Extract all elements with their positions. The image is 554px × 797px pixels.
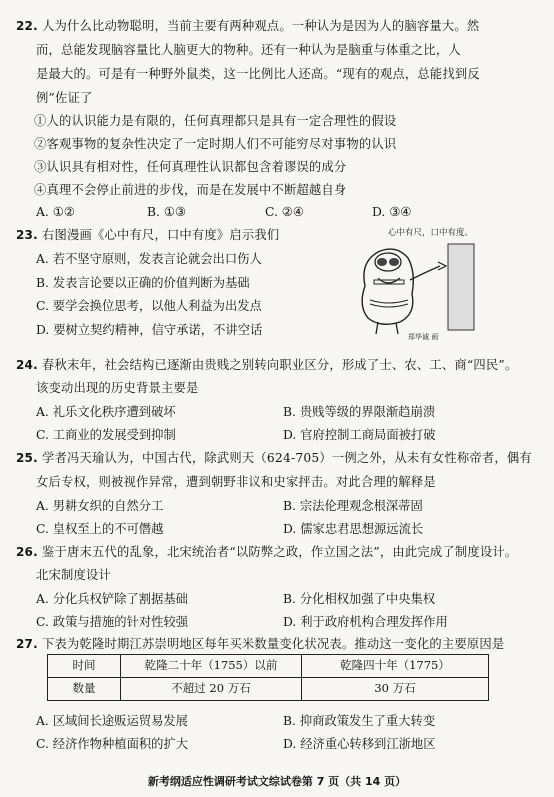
rice-quantity-table [47,654,489,701]
q23-option-b[interactable]: B. 发表言论要以正确的价值判断为基础 [36,276,250,290]
q22-statement-4: ④真理不会停止前进的步伐，而是在发展中不断超越自身 [34,183,347,197]
q26-option-d[interactable]: D. 利于政府机构合理发挥作用 [283,615,448,629]
table-row [48,678,489,701]
q23-number: 23. [16,228,38,242]
table-header-cell: 乾隆二十年（1755）以前 [121,655,302,678]
q25-option-b[interactable]: B. 宗法伦理观念根深蒂固 [283,499,423,513]
q22-option-b[interactable]: B. ①③ [147,205,186,219]
table-header-cell: 乾隆四十年（1775） [302,655,489,678]
cartoon-drawing [330,222,488,342]
q22-option-c[interactable]: C. ②④ [265,205,304,219]
table-cell: 不超过 20 万石 [121,678,302,701]
q24-option-b[interactable]: B. 贵贱等级的界限渐趋崩溃 [283,405,436,419]
q23-option-c[interactable]: C. 要学会换位思考，以他人利益为出发点 [36,299,262,313]
q25-number: 25. [16,451,38,465]
q25-option-c[interactable]: C. 皇权至上的不可僭越 [36,522,164,536]
q22-stem-line-2: 而，总能发现脑容量比人脑更大的物种。还有一种认为是脑重与体重之比，人 [36,43,461,57]
cartoon-illustration [330,222,488,342]
q22-statement-1: ①人的认识能力是有限的，任何真理都只是具有一定合理性的假设 [34,114,397,128]
q26-stem-line-2: 北宋制度设计 [36,568,111,582]
q26-stem-line-1: 鉴于唐末五代的乱象，北宋统治者“以防弊之政，作立国之法”，由此完成了制度设计。 [41,545,518,559]
table-cell: 30 万石 [302,678,489,701]
q23-option-a[interactable]: A. 若不坚守原则，发表言论就会出口伤人 [36,252,262,266]
q25-stem-line-1: 学者冯天瑜认为，中国古代，除武则天（624-705）一例之外，从未有女性称帝者，偶有 [41,451,532,465]
q22-option-d[interactable]: D. ③④ [372,205,412,219]
q27-option-b[interactable]: B. 抑商政策发生了重大转变 [283,714,436,728]
q24-option-c[interactable]: C. 工商业的发展受到抑制 [36,428,176,442]
q22-option-a[interactable]: A. ①② [36,205,75,219]
page-footer: 新考纲适应性调研考试文综试卷第 7 页（共 14 页） [147,775,407,788]
q27-stem: 下表为乾隆时期江苏崇明地区每年买米数量变化状况表。推动这一变化的主要原因是 [41,637,505,651]
q22-stem-line-3: 是最大的。可是有一种野外鼠类，这一比例比人还高。“现有的观点，总能找到反 [36,67,480,81]
q22-number: 22. [16,19,38,33]
cartoon-credit: 郑华诚 画 [408,333,439,341]
q27-option-c[interactable]: C. 经济作物种植面积的扩大 [36,737,189,751]
q27-option-a[interactable]: A. 区域间长途贩运贸易发展 [36,714,188,728]
q25-stem-line-2: 女后专权，则被视作异常，遭到朝野非议和史家抨击。对此合理的解释是 [36,475,436,489]
q25-option-a[interactable]: A. 男耕女织的自然分工 [36,499,164,513]
q26-option-a[interactable]: A. 分化兵权铲除了割据基础 [36,592,188,606]
q24-stem-line-1: 春秋末年，社会结构已逐渐由贵贱之别转向职业区分，形成了士、农、工、商“四民”。 [41,358,518,372]
table-header-cell: 时间 [48,655,121,678]
table-header-row [48,655,489,678]
q24-stem-line-2: 该变动出现的历史背景主要是 [36,381,199,395]
q25-option-d[interactable]: D. 儒家忠君思想源远流长 [283,522,424,536]
q26-option-b[interactable]: B. 分化相权加强了中央集权 [283,592,436,606]
cartoon-caption: 心中有尺，口中有度。 [388,228,474,238]
q27-option-d[interactable]: D. 经济重心转移到江浙地区 [283,737,436,751]
q26-option-c[interactable]: C. 政策与措施的针对性较强 [36,615,189,629]
q22-stem-line-4: 例”佐证了 [36,91,93,105]
q26-number: 26. [16,545,38,559]
table-cell: 数量 [48,678,121,701]
q23-option-d[interactable]: D. 要树立契约精神，信守承诺，不讲空话 [36,323,263,337]
q24-option-d[interactable]: D. 官府控制工商局面被打破 [283,428,436,442]
q23-stem: 右图漫画《心中有尺，口中有度》启示我们 [41,228,280,242]
q24-number: 24. [16,358,38,372]
q22-statement-2: ②客观事物的复杂性决定了一定时期人们不可能穷尽对事物的认识 [34,137,397,151]
q24-option-a[interactable]: A. 礼乐文化秩序遭到破坏 [36,405,176,419]
q22-stem-line-1: 人为什么比动物聪明，当前主要有两种观点。一种认为是因为人的脑容量大。然 [41,19,480,33]
q22-statement-3: ③认识具有相对性，任何真理性认识都包含着谬误的成分 [34,160,347,174]
q27-number: 27. [16,637,38,651]
